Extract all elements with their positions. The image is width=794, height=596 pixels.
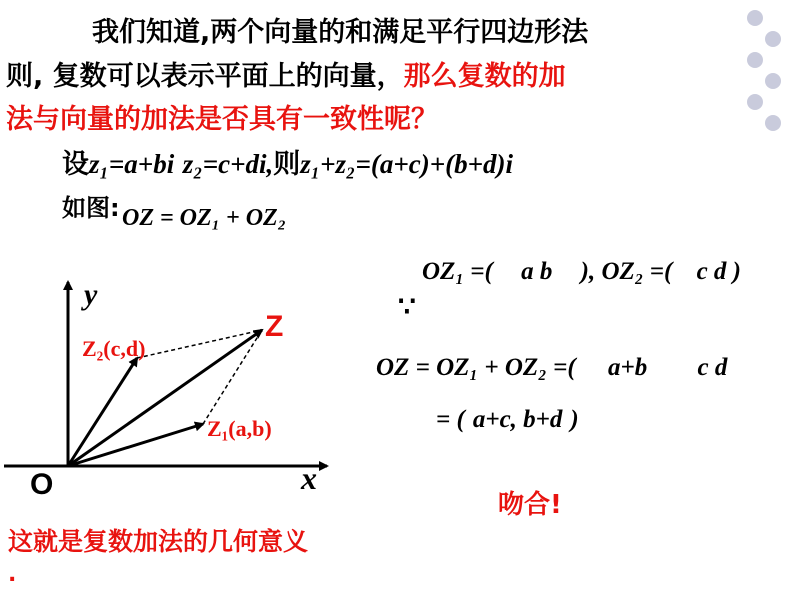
caption-dot: . <box>8 562 17 587</box>
point-z-label: Z <box>265 310 284 343</box>
derivation-line-3 <box>436 406 579 434</box>
setup-prefix: 设 <box>62 149 89 180</box>
vector-oz1-coords: a b <box>521 258 553 285</box>
vector-sum-expression: OZ = OZ₁ + OZ₂ =( <box>376 354 576 381</box>
origin-label: O <box>30 468 54 501</box>
x-axis-label: x <box>301 460 317 496</box>
intro-line-2-black: 则, 复数可以表示平面上的向量， <box>6 61 404 92</box>
vector-oz2-coords: c d <box>696 258 727 285</box>
setup-then: 则 <box>273 149 301 180</box>
vector-oz2 <box>68 358 137 466</box>
vector-sum-first-coords: a+b <box>607 354 648 381</box>
z1-definition: z₁=a+bi <box>89 149 175 179</box>
sum-formula: z₁+z₂=(a+c)+(b+d)i <box>300 149 513 179</box>
vector-sum-result-open: = ( <box>436 406 465 433</box>
vector-equation: OZ = OZ₁ + OZ₂ <box>122 205 287 231</box>
agree-text: 吻合! <box>498 490 562 520</box>
derivation-line-2 <box>376 354 727 382</box>
vector-oz1 <box>68 424 203 466</box>
vector-oz2-coords-close: ) <box>732 258 741 285</box>
dashed-side-z1-z <box>203 330 262 424</box>
figure-caption: 这就是复数加法的几何意义 <box>8 527 309 556</box>
z2-definition: z₂=c+di, <box>182 149 274 179</box>
vector-sum-second-coords: c d <box>697 354 728 381</box>
derivation-line-1 <box>422 258 741 286</box>
because-symbol: ∵ <box>398 290 416 323</box>
vector-oz2-coords-open: ), OZ₂ =( <box>580 258 673 285</box>
intro-line-3: 法与向量的加法是否具有一致性呢？ <box>6 104 438 135</box>
vector-sum-result-close: ) <box>570 406 579 433</box>
point-z2-label: Z₂(c,d) <box>82 336 146 361</box>
vector-oz1-coords-open: OZ₁ =( <box>422 258 493 285</box>
point-z1-label: Z₁(a,b) <box>207 416 272 441</box>
see-figure: 如图: <box>62 194 120 222</box>
intro-line-1: 我们知道,两个向量的和满足平行四边形法 <box>92 17 589 48</box>
vector-sum-result: a+c, b+d <box>472 406 563 433</box>
intro-line-2-red: 那么复数的加 <box>403 61 566 92</box>
y-axis-label: y <box>84 278 98 311</box>
